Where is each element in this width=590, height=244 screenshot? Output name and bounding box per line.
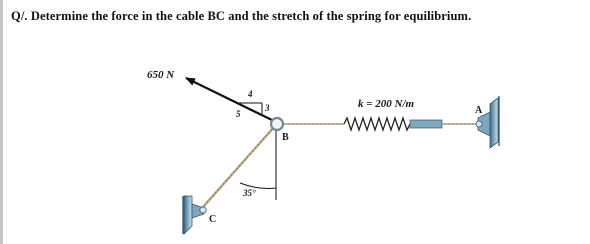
spring-constant-label: k = 200 N/m xyxy=(358,98,415,110)
point-b-label: B xyxy=(282,132,289,143)
support-a xyxy=(476,96,499,148)
force-label: 650 N xyxy=(147,69,175,81)
ring-b xyxy=(271,118,283,130)
slope-vertical-label: 3 xyxy=(265,103,270,113)
slope-horizontal-label: 4 xyxy=(248,89,253,99)
point-c-label: C xyxy=(209,214,217,225)
slope-hypotenuse-label: 5 xyxy=(236,109,241,119)
angle-label: 35° xyxy=(243,188,256,198)
point-a-label: A xyxy=(475,105,483,116)
spring xyxy=(344,118,410,130)
question-text: Q/. Determine the force in the cable BC and the stretch of the spring for equilibrium. xyxy=(11,9,472,23)
force-arrow xyxy=(186,78,274,121)
support-c xyxy=(183,196,206,234)
